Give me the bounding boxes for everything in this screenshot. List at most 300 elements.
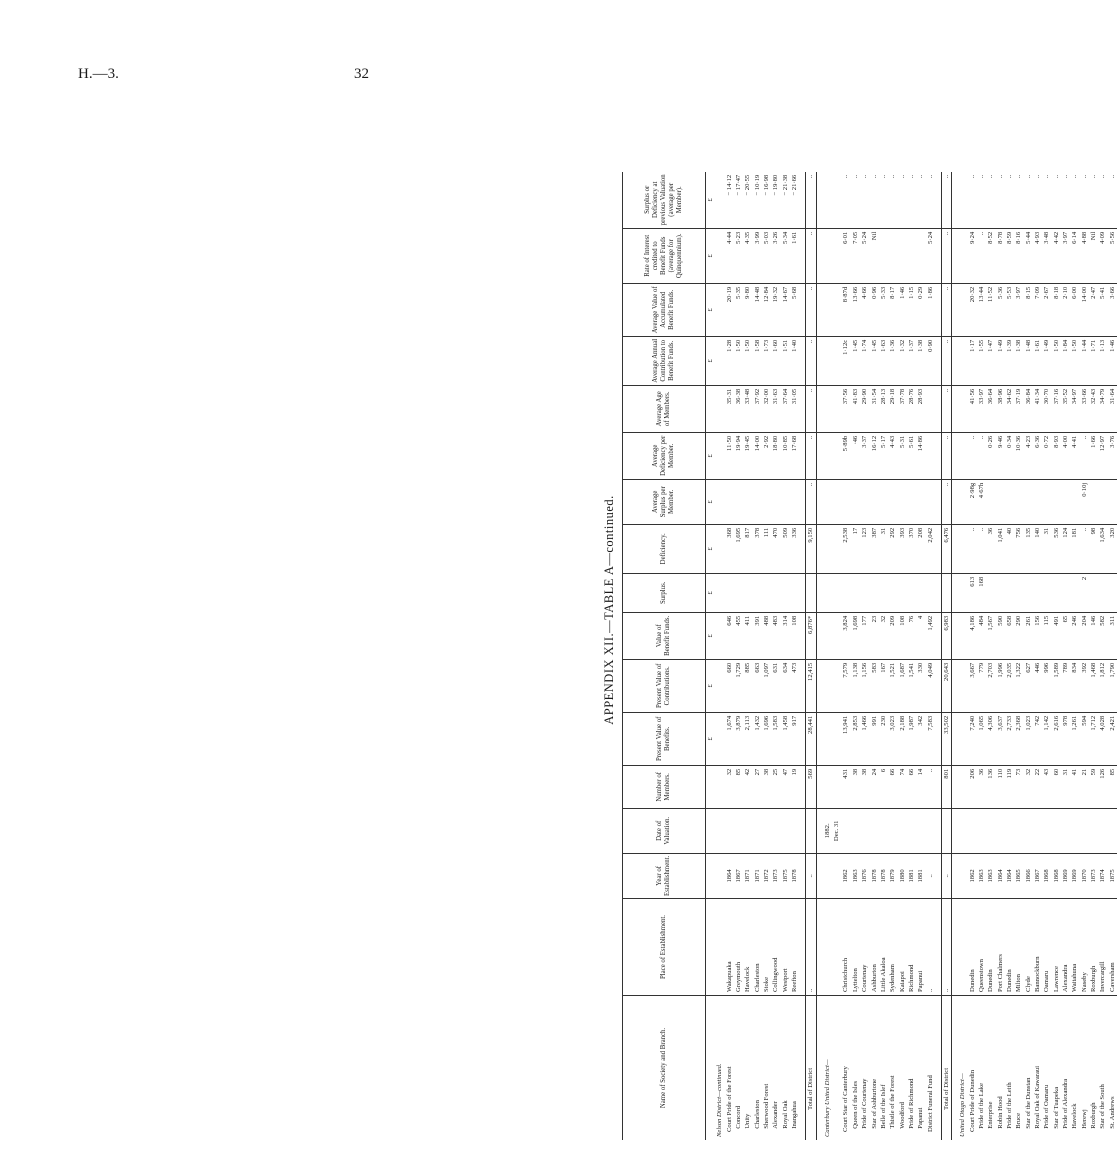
table-cell — [823, 336, 842, 385]
table-cell: Invercargill — [1098, 899, 1107, 996]
table-cell: 41·83 — [851, 385, 860, 432]
table-cell: 5·31 — [898, 432, 907, 479]
table-cell: Roxburgh — [1089, 899, 1098, 996]
table-cell: 59 — [1089, 765, 1098, 808]
table-cell: 2,042 — [926, 524, 935, 573]
table-cell: 885 — [743, 659, 752, 712]
table-cell: 108 — [790, 612, 799, 659]
table-cell — [958, 573, 967, 612]
table-cell: 991 — [870, 712, 879, 765]
table-cell: 5·53 — [1005, 283, 1014, 336]
table-cell: 33·66 — [1080, 385, 1089, 432]
table-cell: £ — [706, 283, 716, 336]
table-cell: 5·68 — [790, 283, 799, 336]
table-cell: 1·51 — [781, 336, 790, 385]
table-cell — [806, 808, 816, 853]
table-cell: Roxburgh — [1089, 996, 1098, 1141]
table-cell: 1·38 — [1014, 336, 1023, 385]
table-cell — [715, 659, 724, 712]
table-cell: 7·09 — [1033, 283, 1042, 336]
table-cell: 1878 — [879, 853, 888, 898]
table-cell: 3,879 — [734, 712, 743, 765]
table-cell: 1·71 — [1089, 336, 1098, 385]
table-cell: 230 — [879, 712, 888, 765]
table-cell: 1867 — [1033, 853, 1042, 898]
table-cell — [926, 432, 935, 479]
table-cell: 1866 — [1024, 853, 1033, 898]
table-cell: 7,583 — [926, 712, 935, 765]
valuation-date: 1882. — [823, 823, 831, 839]
table-cell: 1872 — [762, 853, 771, 898]
table-cell: 1·40 — [790, 336, 799, 385]
table-cell: 1·63 — [879, 336, 888, 385]
table-cell: 16·12 — [870, 432, 879, 479]
table-cell: Nil — [1089, 228, 1098, 283]
table-cell: Total of District — [806, 996, 816, 1141]
table-cell: 8·59 — [1005, 228, 1014, 283]
table-cell: 4·44 — [725, 228, 734, 283]
table-cell: 123 — [860, 524, 869, 573]
table-cell: 1·12c — [841, 336, 850, 385]
column-header: Surplus or Deficiency at previous Valuation (average per Member). — [623, 172, 706, 229]
table-cell: .. — [926, 765, 935, 808]
total-row — [941, 172, 951, 1140]
table-cell: 73 — [1014, 765, 1023, 808]
table-row — [743, 172, 752, 1140]
table-cell: 1,065 — [977, 712, 986, 765]
table-cell: Pride of Courtenay — [860, 996, 869, 1141]
table-cell: 33·97 — [977, 385, 986, 432]
table-cell: 37·56 — [841, 385, 850, 432]
table-cell: 98 — [1089, 524, 1098, 573]
table-cell: Pride of Oamaru — [1042, 996, 1051, 1141]
table-cell: 370 — [907, 524, 916, 573]
table-cell: 28·13 — [879, 385, 888, 432]
table-row — [1098, 172, 1107, 1140]
table-cell: 4·43 — [888, 432, 897, 479]
table-cell: 22 — [1033, 765, 1042, 808]
table-cell — [986, 479, 995, 524]
table-cell: 1·38 — [916, 336, 925, 385]
table-cell: 1868 — [1052, 853, 1061, 898]
table-cell: 36 — [986, 524, 995, 573]
table-cell: Sydenham — [888, 899, 897, 996]
table-cell: 631 — [771, 659, 780, 712]
table-cell: 6·00 — [1070, 283, 1079, 336]
table-cell: 2,703 — [986, 659, 995, 712]
table-cell: 135 — [1024, 524, 1033, 573]
table-cell — [715, 228, 724, 283]
table-cell: Nil — [870, 228, 879, 283]
table-cell: 583 — [870, 659, 879, 712]
table-cell: 1·74 — [860, 336, 869, 385]
table-cell: Woodford — [898, 996, 907, 1141]
table-cell: 12,415 — [806, 659, 816, 712]
table-cell: 2·67 — [1042, 283, 1051, 336]
table-cell: 311 — [1108, 612, 1117, 659]
table-cell: 25 — [771, 765, 780, 808]
table-cell: 10·36 — [1014, 432, 1023, 479]
table-cell: .. — [806, 172, 816, 229]
table-cell — [1024, 808, 1033, 853]
column-header: Present Value of Benefits. — [623, 712, 706, 765]
table-cell: 20,643 — [941, 659, 951, 712]
table-cell — [1098, 573, 1107, 612]
valuation-date: Dec. 31 — [833, 820, 841, 842]
table-cell: Waitahuna — [1070, 899, 1079, 996]
table-cell: 115 — [1042, 612, 1051, 659]
table-cell — [715, 283, 724, 336]
table-cell: − 17·47 — [735, 174, 743, 196]
table-cell — [781, 573, 790, 612]
table-cell: £ — [706, 432, 716, 479]
table-cell: 13·44 — [977, 283, 986, 336]
table-cell: 483 — [771, 612, 780, 659]
table-cell: United Otago District— — [958, 996, 967, 1141]
table-cell: Queen of the Isles — [851, 996, 860, 1141]
table-cell — [1108, 479, 1117, 524]
table-cell: 31 — [879, 524, 888, 573]
table-row — [762, 172, 771, 1140]
table-cell: 5·61 — [907, 432, 916, 479]
table-cell: 7,579 — [841, 659, 850, 712]
table-cell: Milton — [1014, 899, 1023, 996]
table-cell: 140 — [1033, 524, 1042, 573]
table-cell: 4·41 — [1070, 432, 1079, 479]
table-cell — [968, 808, 977, 853]
table-cell: 0·72 — [1042, 432, 1051, 479]
table-cell — [771, 573, 780, 612]
table-row — [1070, 172, 1079, 1140]
table-cell — [1108, 808, 1117, 853]
table-cell — [907, 228, 916, 283]
table-cell: Pride of Richmond — [907, 996, 916, 1141]
table-cell: 1875 — [1108, 853, 1117, 898]
table-cell: Pride of the Lake — [977, 996, 986, 1141]
table-cell: 1·39 — [1005, 336, 1014, 385]
table-cell: Dunedin — [986, 899, 995, 996]
table-cell: 41·56 — [968, 385, 977, 432]
table-cell: 1·49 — [1042, 336, 1051, 385]
table-cell: Reefton — [790, 899, 799, 996]
table-cell: .. — [941, 479, 951, 524]
table-cell — [823, 612, 842, 659]
table-cell — [1005, 573, 1014, 612]
table-cell: Courtenay — [860, 899, 869, 996]
table-cell: 1880 — [898, 853, 907, 898]
table-cell: .. — [1071, 174, 1079, 179]
table-cell: 1·32 — [898, 336, 907, 385]
table-cell: 756 — [1014, 524, 1023, 573]
table-cell: 320 — [1108, 524, 1117, 573]
table-cell: 1869 — [1061, 853, 1070, 898]
table-cell: 8·87d — [841, 283, 850, 336]
table-cell: 14·86 — [916, 432, 925, 479]
column-header: Place of Establishment. — [623, 899, 706, 996]
table-cell: 1,567 — [986, 612, 995, 659]
table-cell: 3,667 — [968, 659, 977, 712]
table-cell: 613 — [968, 573, 977, 612]
table-cell: .. — [941, 899, 951, 996]
table-cell: 17·68 — [790, 432, 799, 479]
table-cell: Star of Ashburtone — [870, 996, 879, 1141]
table-cell: 378 — [753, 524, 762, 573]
table-cell — [1061, 573, 1070, 612]
table-cell: 2,616 — [1052, 712, 1061, 765]
table-cell — [715, 899, 724, 996]
table-cell: 1873 — [1089, 853, 1098, 898]
table-cell: 4 — [916, 612, 925, 659]
table-cell — [907, 573, 916, 612]
table-cell: .. — [842, 174, 850, 179]
total-row — [806, 172, 816, 1140]
table-row — [771, 172, 780, 1140]
table-cell: 2,733 — [1005, 712, 1014, 765]
header-row — [623, 172, 706, 1140]
table-cell: .. — [917, 174, 925, 179]
table-cell: Havelock — [743, 899, 752, 996]
table-cell: − 16·98 — [763, 174, 771, 196]
table-cell — [706, 385, 716, 432]
table-cell: 5·24 — [860, 228, 869, 283]
table-cell: 126 — [1098, 765, 1107, 808]
table-cell — [823, 524, 842, 573]
table-cell: 30·70 — [1042, 385, 1051, 432]
table-cell: 2,538 — [841, 524, 850, 573]
table-cell: 111 — [762, 524, 771, 573]
table-cell: 9·46 — [996, 432, 1005, 479]
table-cell: 1,987 — [907, 712, 916, 765]
page-number: 32 — [354, 66, 369, 82]
table-cell: 1,695 — [734, 524, 743, 573]
table-cell: 1871 — [743, 853, 752, 898]
table-cell: 14·00 — [753, 432, 762, 479]
table-cell: 124 — [1061, 524, 1070, 573]
table-row — [790, 172, 799, 1140]
table-cell: 156 — [1033, 612, 1042, 659]
table-cell: 1·50 — [734, 336, 743, 385]
table-cell: 4·35 — [743, 228, 752, 283]
table-cell — [1024, 479, 1033, 524]
table-cell: 4·09 — [1098, 228, 1107, 283]
table-cell: 41·34 — [1033, 385, 1042, 432]
table-cell: 1873 — [771, 853, 780, 898]
table-cell — [916, 573, 925, 612]
table-cell: Bannockburn — [1033, 899, 1042, 996]
table-cell — [879, 808, 888, 853]
table-cell: .. — [1005, 174, 1013, 179]
table-cell: 14·00 — [1080, 283, 1089, 336]
table-cell: 11·52 — [986, 283, 995, 336]
table-cell: 12·97 — [1098, 432, 1107, 479]
table-cell — [1052, 573, 1061, 612]
table-cell — [958, 765, 967, 808]
table-cell — [781, 479, 790, 524]
table-cell: 4·42 — [1052, 228, 1061, 283]
table-cell — [996, 573, 1005, 612]
table-cell: 1876 — [860, 853, 869, 898]
table-cell: 0·26 — [986, 432, 995, 479]
table-cell: 146 — [1089, 612, 1098, 659]
table-cell: 1·15 — [907, 283, 916, 336]
table-cell — [907, 808, 916, 853]
column-header: Average Age of Members. — [623, 385, 706, 432]
table-cell: 0·34 — [1005, 432, 1014, 479]
table-cell: .. — [898, 174, 906, 179]
table-cell: Nelson District—continued. — [715, 996, 724, 1141]
table-cell: £ — [706, 712, 716, 765]
table-cell — [753, 573, 762, 612]
table-cell: 85 — [734, 765, 743, 808]
table-cell — [715, 172, 724, 229]
table-cell — [986, 573, 995, 612]
table-cell: Richmond — [907, 899, 916, 996]
table-cell — [860, 808, 869, 853]
table-cell — [1098, 808, 1107, 853]
table-cell: 60 — [1052, 765, 1061, 808]
table-cell: 663 — [753, 659, 762, 712]
table-cell: 4·88 — [1080, 228, 1089, 283]
table-cell: 1879 — [888, 853, 897, 898]
table-cell: .. — [806, 853, 816, 898]
table-cell — [1005, 808, 1014, 853]
table-cell — [1070, 808, 1079, 853]
table-cell — [715, 853, 724, 898]
table-cell: 4,306 — [986, 712, 995, 765]
table-cell — [1014, 573, 1023, 612]
table-cell: 1,729 — [734, 659, 743, 712]
table-cell: 5·89b — [841, 432, 850, 479]
table-cell: 1878 — [870, 853, 879, 898]
table-cell: Papanui — [916, 996, 925, 1141]
table-cell — [706, 765, 716, 808]
table-cell: ·46 — [851, 432, 860, 479]
table-cell: 2,368 — [1014, 712, 1023, 765]
table-cell: 1·66 — [1089, 432, 1098, 479]
table-cell: 742 — [1033, 712, 1042, 765]
table-cell: 6,876* — [806, 612, 816, 659]
table-cell: 28·93 — [916, 385, 925, 432]
table-cell: 8·15 — [1024, 283, 1033, 336]
table-row — [870, 172, 879, 1140]
table-cell: 6,983 — [941, 612, 951, 659]
table-cell: .. — [941, 228, 951, 283]
table-cell: 455 — [734, 612, 743, 659]
table-cell: 1·46 — [1108, 336, 1117, 385]
table-cell: 594 — [1080, 712, 1089, 765]
table-cell: 1,458 — [781, 712, 790, 765]
table-cell: 1,023 — [1024, 712, 1033, 765]
table-cell — [734, 479, 743, 524]
table-cell: 1·48 — [1024, 336, 1033, 385]
table-cell: Court Pride of Dunedin — [968, 996, 977, 1141]
table-cell — [823, 853, 842, 898]
table-cell — [958, 712, 967, 765]
table-cell: 8·17 — [888, 283, 897, 336]
table-cell: 834 — [1070, 659, 1079, 712]
table-cell: 1,687 — [898, 659, 907, 712]
table-cell: 3,824 — [841, 612, 850, 659]
table-cell — [715, 808, 724, 853]
table-cell: 342 — [916, 712, 925, 765]
table-row — [1024, 172, 1033, 1140]
table-cell: 1·84 — [1061, 336, 1070, 385]
table-cell — [870, 573, 879, 612]
table-cell: 11·50 — [725, 432, 734, 479]
group-heading-row — [715, 172, 724, 1140]
column-header: Name of Society and Branch. — [623, 996, 706, 1141]
table-cell: Alexandra — [1061, 899, 1070, 996]
table-cell: 31·05 — [790, 385, 799, 432]
table-cell: 0·90 — [926, 336, 935, 385]
table-cell: 1,468 — [1089, 659, 1098, 712]
table-row — [879, 172, 888, 1140]
table-cell: Lawrence — [1052, 899, 1061, 996]
table-cell: 431 — [841, 765, 850, 808]
table-cell — [958, 524, 967, 573]
column-header: Surplus. — [623, 573, 706, 612]
table-cell: 391 — [753, 612, 762, 659]
table-cell: 136 — [986, 765, 995, 808]
table-cell: 4·23 — [1024, 432, 1033, 479]
table-cell: 1,261 — [1070, 712, 1079, 765]
table-cell — [958, 228, 967, 283]
table-cell: 2,113 — [743, 712, 752, 765]
table-cell: 1881 — [916, 853, 925, 898]
table-cell: .. — [1024, 174, 1032, 179]
table-cell — [762, 808, 771, 853]
table-cell: 204 — [1080, 612, 1089, 659]
group-heading-row — [958, 172, 967, 1140]
table-cell: 108 — [898, 612, 907, 659]
table-cell: Canterbury United District— — [823, 996, 842, 1141]
table-cell: 2·98g — [968, 479, 977, 524]
table-cell: Westport — [781, 899, 790, 996]
table-cell: 0·29 — [916, 283, 925, 336]
table-row — [1033, 172, 1042, 1140]
table-cell: Enterprise — [986, 996, 995, 1141]
table-cell: 2·10 — [1061, 283, 1070, 336]
table-cell: .. — [926, 899, 935, 996]
table-cell: 1,097 — [762, 659, 771, 712]
table-cell — [1089, 808, 1098, 853]
table-cell — [823, 228, 842, 283]
table-cell: 1862 — [968, 853, 977, 898]
table-cell: .. — [806, 899, 816, 996]
column-header: Year of Establishment. — [623, 853, 706, 898]
table-cell: Star of the Dunstan — [1024, 996, 1033, 1141]
table-cell: 14·48 — [753, 283, 762, 336]
table-cell: 29·18 — [888, 385, 897, 432]
table-cell: 470 — [771, 524, 780, 573]
spacer-row — [706, 172, 716, 1140]
table-cell: Lyttelton — [851, 899, 860, 996]
table-cell: 208 — [916, 524, 925, 573]
table-cell: 1,466 — [860, 712, 869, 765]
table-cell: Little Akaloa — [879, 899, 888, 996]
table-cell — [851, 808, 860, 853]
table-cell: 34·79 — [1098, 385, 1107, 432]
table-cell — [958, 385, 967, 432]
table-cell: 3·99 — [753, 228, 762, 283]
column-header: Date of Valuation. — [623, 808, 706, 853]
table-cell — [1052, 479, 1061, 524]
column-header: Average Deficiency per Member. — [623, 432, 706, 479]
table-cell: 3·26 — [771, 228, 780, 283]
table-cell: 36·64 — [986, 385, 995, 432]
table-cell: 1,812 — [1098, 659, 1107, 712]
table-cell: 19·45 — [743, 432, 752, 479]
